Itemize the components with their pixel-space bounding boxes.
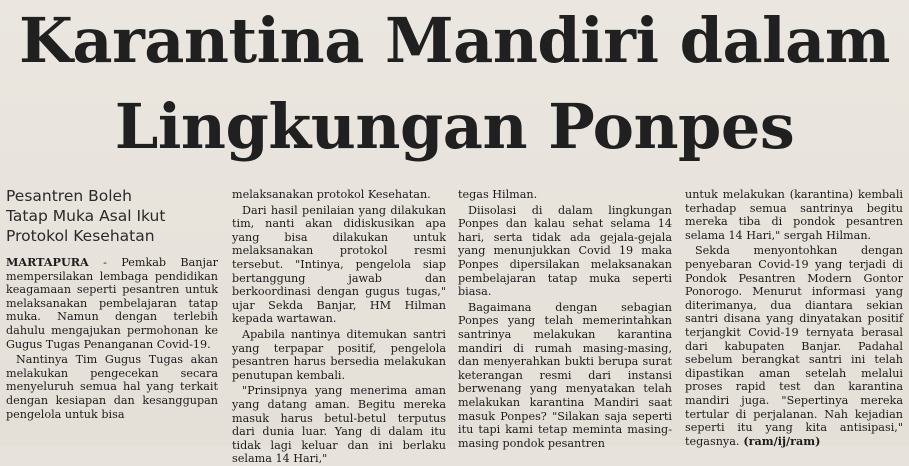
article-paragraph	[685, 244, 903, 448]
article-paragraph: Dari hasil penilaian yang dilakukan tim, nanti akan didiskusikan apa yang bisa dilakukan untuk melaksanakan protokol resmi tersebut. "Intinya, pengelola siap bertanggung jawab dan berkoordinasi dengan gugus tugas," ujar Sekda Banjar, HM Hilman kepada wartawan.	[232, 203, 446, 326]
article-paragraph: Apabila nantinya ditemukan santri yang terpapar positif, pengelola pesantren harus bersedia melakukan penutupan kembali.	[232, 327, 446, 382]
author-signature: (ram/ij/ram)	[739, 433, 821, 448]
article-paragraph: "Prinsipnya yang menerima aman yang datang aman. Begitu mereka masuk harus betul-betul terputus dari dunia luar. Yang di dalam itu tidak lagi keluar dan ini berlaku selama 14 Hari,"	[232, 384, 446, 466]
article-paragraph: Diisolasi di dalam lingkungan Ponpes dan kalau sehat selama 14 hari, serta tidak ada gejala-gejala yang menunjukkan Covid 19 maka Ponpes dipersilakan melaksanakan pembelajaran tatap muka seperti biasa.	[458, 203, 672, 299]
article-paragraph: Bagaimana dengan sebagian Ponpes yang telah memerintahkan santrinya melakukan karantina mandiri di rumah masing-masing, dan menyerahkan bukti berupa surat keterangan resmi dari instansi berwenang yang menyatakan telah melakukan karantina Mandiri saat masuk Ponpes? "Silakan saja seperti itu tapi kami tetap meminta masing-masing pondok pesantren	[458, 300, 672, 450]
article-paragraph	[6, 256, 218, 351]
article-paragraph: Nantinya Tim Gugus Tugas akan melakukan pengecekan secara menyeluruh semua hal yang terkait dengan kesiapan dan kesanggupan pengelola untuk bisa	[6, 353, 218, 421]
headline-line-1: Karantina Mandiri dalam	[19, 4, 890, 77]
subheadline-line-2: Tatap Muka Asal Ikut	[6, 207, 166, 225]
article-paragraph: melaksanakan protokol Kesehatan.	[232, 188, 431, 201]
subheadline-line-3: Protokol Kesehatan	[6, 227, 155, 245]
dateline: MARTAPURA	[6, 255, 89, 269]
article-paragraph: tegas Hilman.	[458, 188, 538, 201]
subheadline-line-1: Pesantren Boleh	[6, 187, 132, 205]
article-column-4	[685, 188, 903, 446]
article-paragraph: untuk melakukan (karantina) kembali terhadap semua santrinya begitu mereka tiba di pondok pesantren selama 14 Hari," sergah Hilman.	[685, 188, 903, 242]
article-column-3	[458, 188, 672, 450]
subheadline	[6, 186, 218, 246]
article-column-1	[6, 186, 218, 444]
headline-line-2: Lingkungan Ponpes	[114, 90, 795, 163]
article-text: Sekda menyontohkan dengan penyebaran Covid-19 yang terjadi di Pondok Pesantren Modern Gontor Ponorogo. Menurut informasi yang diterimanya, dua diantara sekian santri disana yang dinyatakan positif terjangkit Covid-19 ternyata berasal dari kabupaten Banjar. Padahal sebelum berangkat santri ini telah dipastikan aman setelah melalui proses rapid test dan karantina mandiri juga. "Sepertinya mereka tertular di perjalanan. Nah kejadian seperti itu yang kita antisipasi," tegasnya.	[685, 244, 903, 448]
article-column-2	[232, 188, 446, 466]
lead-text: - Pemkab Banjar mempersilakan lembaga pendidikan keagamaan seperti pesantren untuk melaksanakan pembelajaran tatap muka. Namun dengan terlebih dahulu mengajukan permohonan ke Gugus Tugas Penanganan Covid-19.	[6, 256, 218, 351]
